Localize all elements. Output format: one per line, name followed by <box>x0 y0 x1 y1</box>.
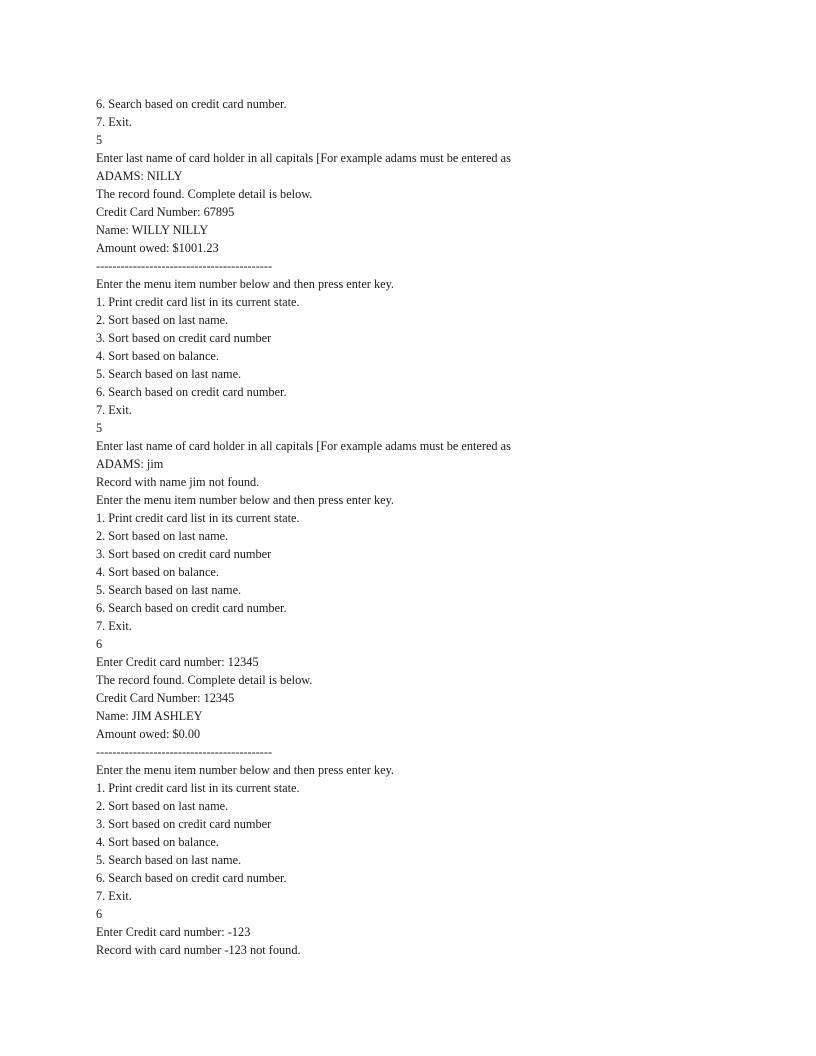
text-line: 1. Print credit card list in its current state. <box>96 511 300 525</box>
text-line: Enter last name of card holder in all capitals [For example adams must be entered as <box>96 151 511 165</box>
text-line: 6. Search based on credit card number. <box>96 601 287 615</box>
text-line: Name: WILLY NILLY <box>96 223 209 237</box>
text-line: Credit Card Number: 12345 <box>96 691 235 705</box>
text-line: 6. Search based on credit card number. <box>96 385 287 399</box>
text-line: 6. Search based on credit card number. <box>96 871 287 885</box>
text-line: Enter Credit card number: 12345 <box>96 655 259 669</box>
text-line: The record found. Complete detail is below. <box>96 187 313 201</box>
text-line: 3. Sort based on credit card number <box>96 547 272 561</box>
text-line: ADAMS: jim <box>96 457 164 471</box>
text-line: Credit Card Number: 67895 <box>96 205 235 219</box>
text-line: 5. Search based on last name. <box>96 853 242 867</box>
console-output-text <box>96 95 736 959</box>
text-line: 5. Search based on last name. <box>96 367 242 381</box>
text-line: 4. Sort based on balance. <box>96 565 219 579</box>
text-line: 5 <box>96 421 103 435</box>
text-line: 2. Sort based on last name. <box>96 799 229 813</box>
text-line: 7. Exit. <box>96 115 132 129</box>
text-line: 4. Sort based on balance. <box>96 835 219 849</box>
text-line: 3. Sort based on credit card number <box>96 331 272 345</box>
text-line: The record found. Complete detail is below. <box>96 673 313 687</box>
text-line: ADAMS: NILLY <box>96 169 183 183</box>
text-line: Record with card number -123 not found. <box>96 943 301 957</box>
text-line: 1. Print credit card list in its current state. <box>96 295 300 309</box>
text-line: Record with name jim not found. <box>96 475 260 489</box>
text-line: 5. Search based on last name. <box>96 583 242 597</box>
text-line: Enter the menu item number below and then press enter key. <box>96 493 394 507</box>
text-line: 3. Sort based on credit card number <box>96 817 272 831</box>
text-line: ------------------------------------------- <box>96 745 273 759</box>
text-line: 7. Exit. <box>96 889 132 903</box>
text-line: 5 <box>96 133 103 147</box>
text-line: 2. Sort based on last name. <box>96 529 229 543</box>
text-line: ------------------------------------------- <box>96 259 273 273</box>
text-line: 6 <box>96 907 103 921</box>
text-line: 4. Sort based on balance. <box>96 349 219 363</box>
text-line: 6. Search based on credit card number. <box>96 97 287 111</box>
text-line: Name: JIM ASHLEY <box>96 709 203 723</box>
text-line: 7. Exit. <box>96 619 132 633</box>
text-line: Enter last name of card holder in all capitals [For example adams must be entered as <box>96 439 511 453</box>
text-line: Enter the menu item number below and then press enter key. <box>96 763 394 777</box>
text-line: Amount owed: $1001.23 <box>96 241 219 255</box>
text-line: 2. Sort based on last name. <box>96 313 229 327</box>
text-line: 6 <box>96 637 103 651</box>
text-line: Amount owed: $0.00 <box>96 727 201 741</box>
text-line: Enter the menu item number below and then press enter key. <box>96 277 394 291</box>
text-line: 1. Print credit card list in its current state. <box>96 781 300 795</box>
text-line: 7. Exit. <box>96 403 132 417</box>
text-line: Enter Credit card number: -123 <box>96 925 251 939</box>
